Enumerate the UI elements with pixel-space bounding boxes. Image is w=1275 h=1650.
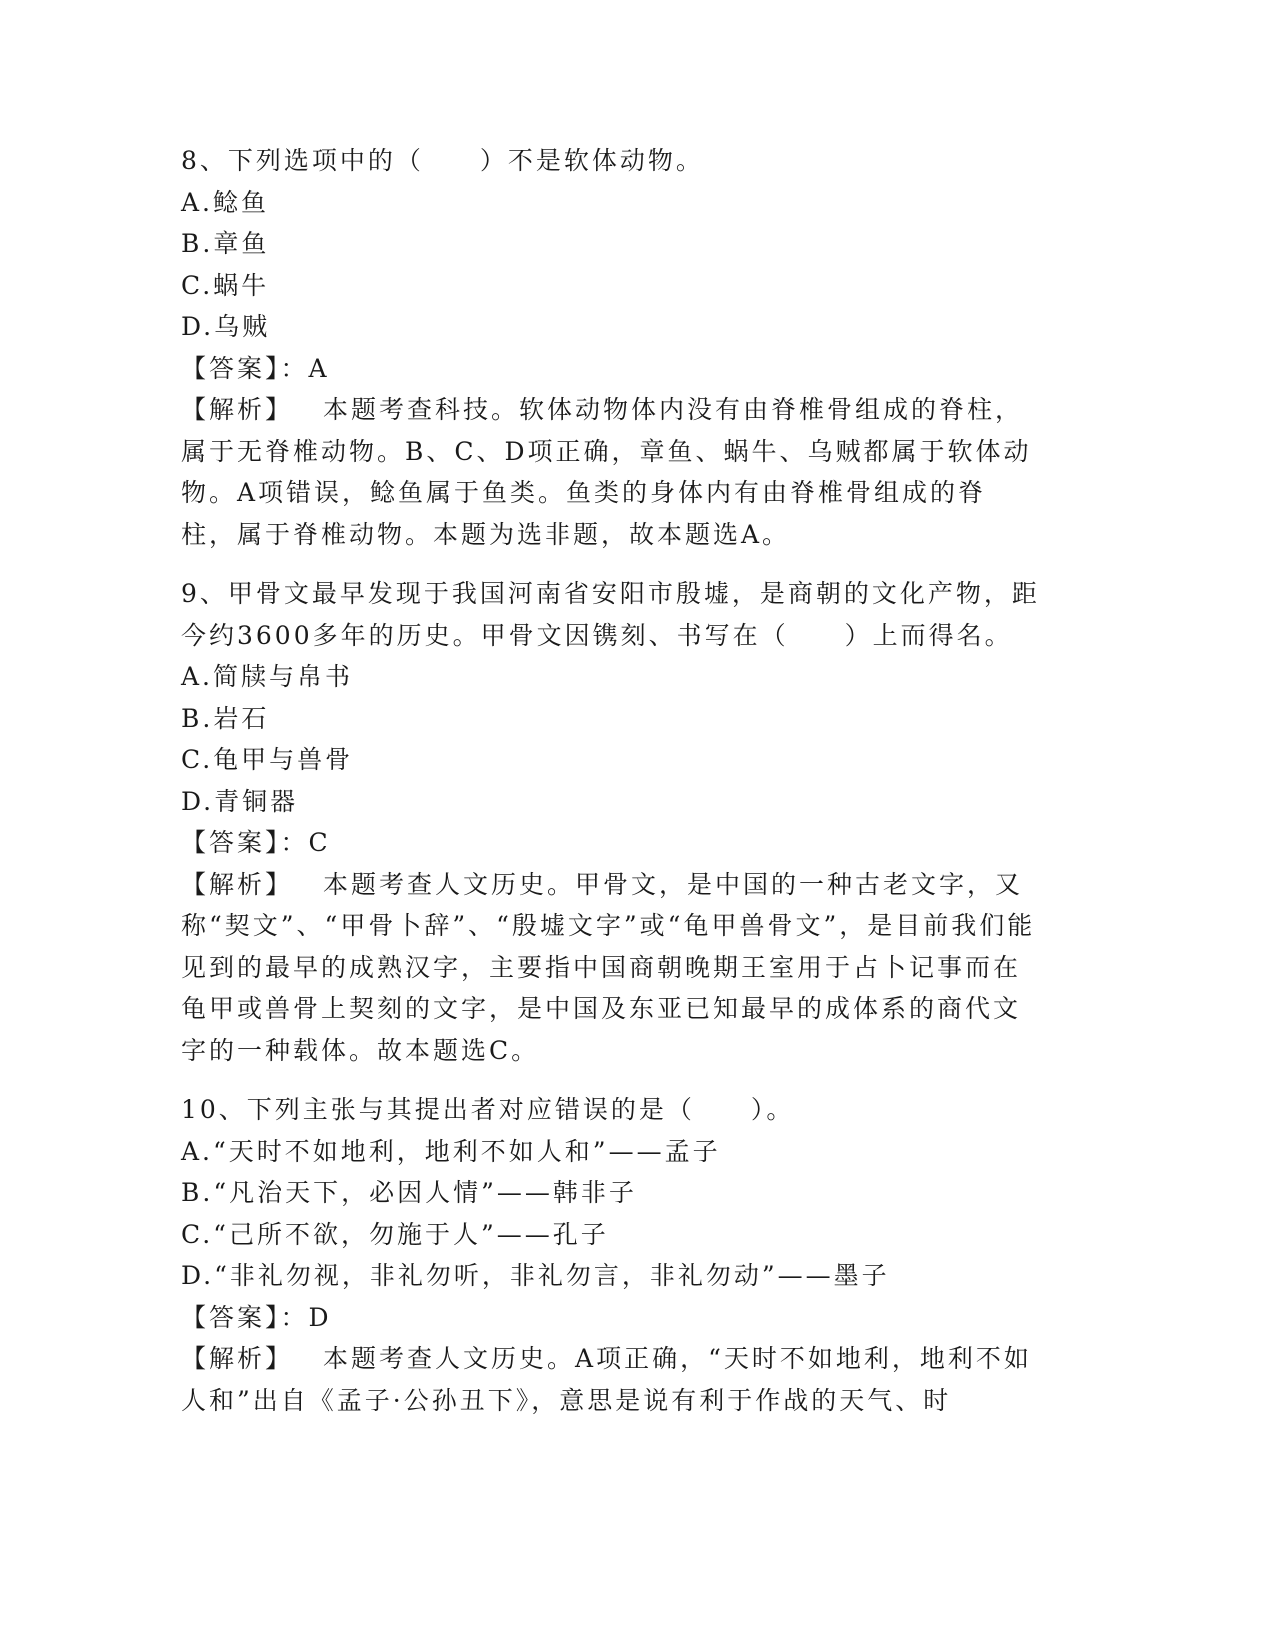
answer-line (181, 348, 1041, 390)
option-d: D.乌贼 (181, 312, 271, 341)
explanation (181, 389, 1041, 555)
explanation (181, 864, 1041, 1072)
question-8 (181, 140, 1041, 555)
answer-label: 【答案】： (181, 1302, 309, 1332)
question-stem: 10、下列主张与其提出者对应错误的是（ ）。 (181, 1095, 795, 1124)
explanation-label: 【解析】 (181, 395, 294, 424)
document-page (181, 140, 1041, 1421)
option-a: A.“天时不如地利，地利不如人和”——孟子 (181, 1136, 721, 1166)
answer-value: C (308, 828, 331, 857)
option-b: B.章鱼 (181, 229, 270, 258)
option-c: C.蜗牛 (181, 270, 270, 300)
question-stem-line-2: 今约3600多年的历史。甲骨文因镌刻、书写在（ ）上而得名。 (181, 620, 1013, 650)
explanation-text: 本题考查科技。软体动物体内没有由脊椎骨组成的脊柱，属于无脊椎动物。B、C、D项正确，章鱼、蜗牛、乌贼都属于软体动物。A项错误，鲶鱼属于鱼类。鱼类的身体内有由脊椎骨组成的脊柱，属于脊椎动物。本题为选非题，故本题选A。 (181, 395, 1032, 549)
option-b: B.“凡治天下，必因人情”——韩非子 (181, 1178, 637, 1207)
answer-label: 【答案】： (181, 353, 309, 383)
question-9 (181, 573, 1041, 1071)
answer-value: A (308, 353, 330, 383)
answer-value: D (308, 1302, 332, 1332)
explanation-text: 本题考查人文历史。甲骨文，是中国的一种古老文字，又称“契文”、“甲骨卜辞”、“殷墟文字”或“龟甲兽骨文”，是目前我们能见到的最早的成熟汉字，主要指中国商朝晚期王室用于占卜记事而在龟甲或兽骨上契刻的文字，是中国及东亚已知最早的成体系的商代文字的一种载体。故本题选C。 (181, 869, 1036, 1065)
option-c: C.龟甲与兽骨 (181, 745, 354, 774)
question-10 (181, 1089, 1041, 1421)
question-stem-line-1: 9、甲骨文最早发现于我国河南省安阳市殷墟，是商朝的文化产物，距 (181, 579, 1040, 608)
option-b: B.岩石 (181, 703, 270, 733)
answer-line (181, 822, 1041, 864)
option-a: A.鲶鱼 (181, 187, 270, 217)
option-d: D.“非礼勿视，非礼勿听，非礼勿言，非礼勿动”——墨子 (181, 1261, 890, 1290)
answer-line (181, 1297, 1041, 1339)
explanation-label: 【解析】 (181, 869, 294, 899)
explanation-label: 【解析】 (181, 1344, 294, 1373)
option-a: A.简牍与帛书 (181, 662, 354, 691)
option-d: D.青铜器 (181, 786, 299, 816)
question-stem: 8、下列选项中的（ ）不是软体动物。 (181, 146, 704, 175)
option-c: C.“己所不欲，勿施于人”——孔子 (181, 1219, 609, 1249)
explanation (181, 1338, 1041, 1421)
answer-label: 【答案】： (181, 828, 309, 857)
explanation-text: 本题考查人文历史。A项正确，“天时不如地利，地利不如人和”出自《孟子·公孙丑下》，意思是说有利于作战的天气、时 (181, 1344, 1032, 1415)
